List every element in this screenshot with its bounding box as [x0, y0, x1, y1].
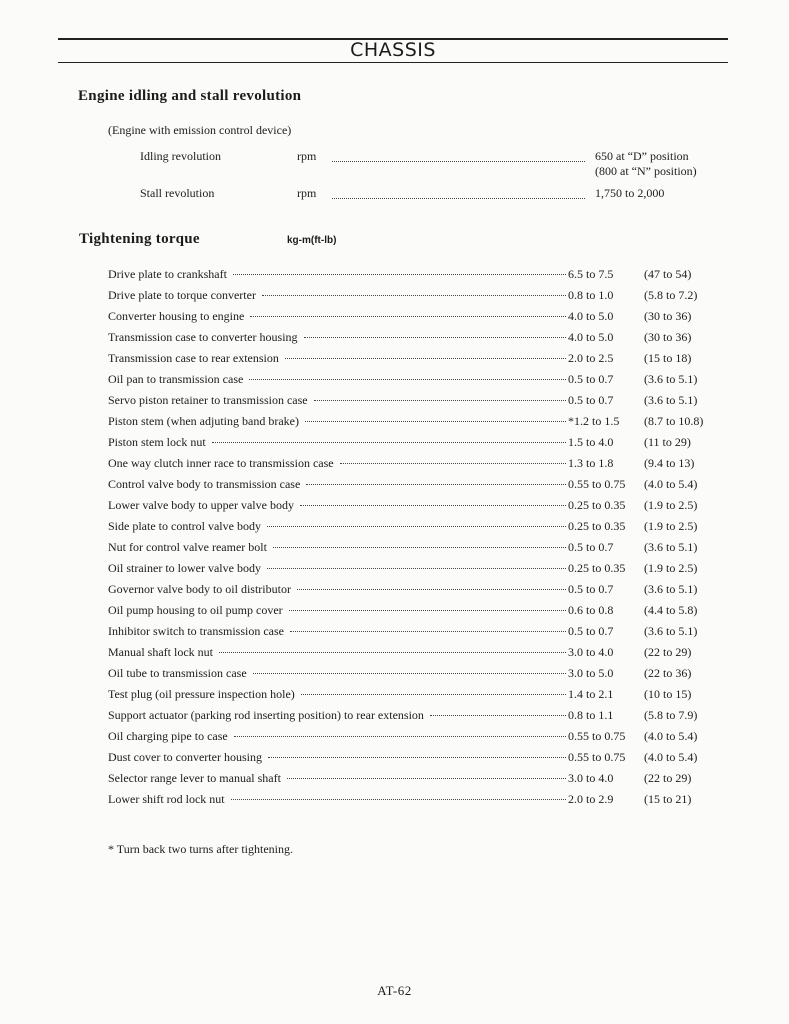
torque-row-label: Drive plate to crankshaft — [108, 267, 227, 281]
leader-dots — [430, 715, 566, 716]
torque-row-label: Drive plate to torque converter — [108, 288, 256, 302]
stall-row-label: Stall revolution — [140, 186, 215, 200]
idling-heading: Engine idling and stall revolution — [78, 88, 302, 104]
torque-row-label: Side plate to control valve body — [108, 519, 261, 533]
torque-row-ftlb: (22 to 36) — [644, 666, 692, 680]
stall-row-value: 1,750 to 2,000 — [595, 186, 665, 200]
torque-row-label: Oil pump housing to oil pump cover — [108, 603, 283, 617]
torque-row-kgm: 0.25 to 0.35 — [568, 519, 626, 533]
leader-dots — [267, 526, 566, 527]
torque-row-label: Selector range lever to manual shaft — [108, 771, 281, 785]
table-row — [108, 414, 708, 435]
torque-row-kgm: 1.5 to 4.0 — [568, 435, 614, 449]
torque-row-kgm: 3.0 to 4.0 — [568, 645, 614, 659]
table-row — [108, 645, 708, 666]
table-row — [108, 771, 708, 792]
table-row — [108, 288, 708, 309]
torque-heading: Tightening torque — [79, 231, 200, 247]
table-row — [108, 498, 708, 519]
torque-row-kgm: 0.6 to 0.8 — [568, 603, 614, 617]
leader-dots — [231, 799, 566, 800]
torque-row-ftlb: (8.7 to 10.8) — [644, 414, 704, 428]
table-row — [108, 330, 708, 351]
torque-row-label: Manual shaft lock nut — [108, 645, 213, 659]
torque-row-kgm: 4.0 to 5.0 — [568, 330, 614, 344]
table-row — [108, 351, 708, 372]
torque-row-ftlb: (3.6 to 5.1) — [644, 372, 698, 386]
torque-row-ftlb: (15 to 21) — [644, 792, 692, 806]
table-row — [108, 582, 708, 603]
torque-row-ftlb: (4.0 to 5.4) — [644, 477, 698, 491]
torque-row-label: Oil charging pipe to case — [108, 729, 228, 743]
torque-row-label: Piston stem (when adjuting band brake) — [108, 414, 299, 428]
table-row — [108, 477, 708, 498]
table-row — [108, 624, 708, 645]
leader-dots — [301, 694, 566, 695]
torque-row-kgm: 0.25 to 0.35 — [568, 498, 626, 512]
torque-row-kgm: 0.8 to 1.0 — [568, 288, 614, 302]
idling-row-unit: rpm — [297, 149, 317, 163]
torque-row-kgm: 6.5 to 7.5 — [568, 267, 614, 281]
leader-dots — [249, 379, 566, 380]
table-row — [108, 540, 708, 561]
table-row — [108, 372, 708, 393]
leader-dots — [233, 274, 566, 275]
table-row — [108, 687, 708, 708]
torque-row-label: Test plug (oil pressure inspection hole) — [108, 687, 295, 701]
idling-row-value-secondary: (800 at “N” position) — [595, 164, 697, 178]
torque-row-kgm: 0.5 to 0.7 — [568, 372, 614, 386]
torque-row-kgm: 1.4 to 2.1 — [568, 687, 614, 701]
torque-row-kgm: 3.0 to 5.0 — [568, 666, 614, 680]
torque-row-kgm: 2.0 to 2.5 — [568, 351, 614, 365]
torque-row-ftlb: (10 to 15) — [644, 687, 692, 701]
torque-row-kgm: *1.2 to 1.5 — [568, 414, 620, 428]
torque-row-ftlb: (30 to 36) — [644, 309, 692, 323]
leader-dots — [253, 673, 566, 674]
torque-row-kgm: 0.55 to 0.75 — [568, 729, 626, 743]
leader-dots — [297, 589, 566, 590]
torque-row-label: Oil strainer to lower valve body — [108, 561, 261, 575]
torque-row-label: Control valve body to transmission case — [108, 477, 301, 491]
leader-dots — [287, 778, 566, 779]
torque-row-ftlb: (15 to 18) — [644, 351, 692, 365]
torque-row-kgm: 0.55 to 0.75 — [568, 477, 626, 491]
leader-dots — [290, 631, 566, 632]
torque-row-kgm: 0.5 to 0.7 — [568, 393, 614, 407]
torque-row-ftlb: (4.0 to 5.4) — [644, 750, 698, 764]
table-row — [108, 267, 708, 288]
idling-note: (Engine with emission control device) — [108, 123, 292, 137]
leader-dots — [304, 337, 566, 338]
torque-row-label: Transmission case to converter housing — [108, 330, 298, 344]
torque-row-kgm: 0.5 to 0.7 — [568, 582, 614, 596]
torque-row-kgm: 1.3 to 1.8 — [568, 456, 614, 470]
torque-row-ftlb: (4.4 to 5.8) — [644, 603, 698, 617]
table-row — [108, 666, 708, 687]
torque-row-kgm: 4.0 to 5.0 — [568, 309, 614, 323]
footnote: * Turn back two turns after tightening. — [108, 842, 293, 856]
leader-dots — [305, 421, 566, 422]
leader-dots — [285, 358, 566, 359]
torque-row-ftlb: (9.4 to 13) — [644, 456, 695, 470]
torque-row-kgm: 3.0 to 4.0 — [568, 771, 614, 785]
torque-row-label: Nut for control valve reamer bolt — [108, 540, 267, 554]
leader-dots — [267, 568, 566, 569]
torque-row-kgm: 0.5 to 0.7 — [568, 624, 614, 638]
torque-row-label: Lower valve body to upper valve body — [108, 498, 294, 512]
leader-dots — [219, 652, 566, 653]
torque-row-label: Servo piston retainer to transmission case — [108, 393, 308, 407]
torque-row-kgm: 0.25 to 0.35 — [568, 561, 626, 575]
torque-row-ftlb: (47 to 54) — [644, 267, 692, 281]
idling-row-value: 650 at “D” position — [595, 149, 689, 163]
torque-row-ftlb: (1.9 to 2.5) — [644, 561, 698, 575]
idling-row — [140, 149, 715, 185]
leader-dots — [332, 192, 585, 199]
table-row — [108, 435, 708, 456]
torque-row-kgm: 0.55 to 0.75 — [568, 750, 626, 764]
torque-row-ftlb: (5.8 to 7.9) — [644, 708, 698, 722]
stall-row — [140, 186, 715, 222]
torque-row-ftlb: (3.6 to 5.1) — [644, 540, 698, 554]
leader-dots — [332, 155, 585, 162]
leader-dots — [273, 547, 566, 548]
table-row — [108, 603, 708, 624]
table-row — [108, 708, 708, 729]
torque-row-label: One way clutch inner race to transmission case — [108, 456, 334, 470]
table-row — [108, 792, 708, 813]
torque-table — [108, 267, 708, 813]
torque-row-ftlb: (3.6 to 5.1) — [644, 393, 698, 407]
torque-row-ftlb: (4.0 to 5.4) — [644, 729, 698, 743]
torque-row-label: Governor valve body to oil distributor — [108, 582, 291, 596]
torque-row-label: Lower shift rod lock nut — [108, 792, 225, 806]
page-title: CHASSIS — [350, 39, 436, 61]
leader-dots — [212, 442, 566, 443]
torque-row-label: Oil pan to transmission case — [108, 372, 244, 386]
torque-row-label: Support actuator (parking rod inserting position) to rear extension — [108, 708, 424, 722]
header-rule-bottom — [58, 62, 728, 63]
leader-dots — [300, 505, 566, 506]
torque-row-label: Inhibitor switch to transmission case — [108, 624, 284, 638]
table-row — [108, 309, 708, 330]
torque-row-label: Oil tube to transmission case — [108, 666, 247, 680]
torque-row-kgm: 0.8 to 1.1 — [568, 708, 614, 722]
torque-row-ftlb: (5.8 to 7.2) — [644, 288, 698, 302]
torque-row-label: Piston stem lock nut — [108, 435, 206, 449]
table-row — [108, 561, 708, 582]
idling-row-label: Idling revolution — [140, 149, 221, 163]
torque-row-ftlb: (30 to 36) — [644, 330, 692, 344]
torque-row-ftlb: (22 to 29) — [644, 771, 692, 785]
table-row — [108, 393, 708, 414]
leader-dots — [262, 295, 566, 296]
torque-row-ftlb: (1.9 to 2.5) — [644, 519, 698, 533]
table-row — [108, 519, 708, 540]
leader-dots — [268, 757, 566, 758]
torque-row-ftlb: (1.9 to 2.5) — [644, 498, 698, 512]
torque-unit-label: kg-m(ft-lb) — [287, 235, 337, 246]
leader-dots — [340, 463, 566, 464]
torque-row-ftlb: (22 to 29) — [644, 645, 692, 659]
torque-row-label: Dust cover to converter housing — [108, 750, 262, 764]
leader-dots — [306, 484, 566, 485]
leader-dots — [250, 316, 566, 317]
leader-dots — [234, 736, 566, 737]
torque-row-label: Converter housing to engine — [108, 309, 245, 323]
torque-row-kgm: 2.0 to 2.9 — [568, 792, 614, 806]
page-number: AT-62 — [377, 983, 412, 998]
leader-dots — [314, 400, 566, 401]
table-row — [108, 456, 708, 477]
leader-dots — [289, 610, 566, 611]
table-row — [108, 729, 708, 750]
table-row — [108, 750, 708, 771]
stall-row-unit: rpm — [297, 186, 317, 200]
torque-row-ftlb: (11 to 29) — [644, 435, 691, 449]
torque-row-ftlb: (3.6 to 5.1) — [644, 582, 698, 596]
torque-row-kgm: 0.5 to 0.7 — [568, 540, 614, 554]
torque-row-label: Transmission case to rear extension — [108, 351, 279, 365]
torque-row-ftlb: (3.6 to 5.1) — [644, 624, 698, 638]
